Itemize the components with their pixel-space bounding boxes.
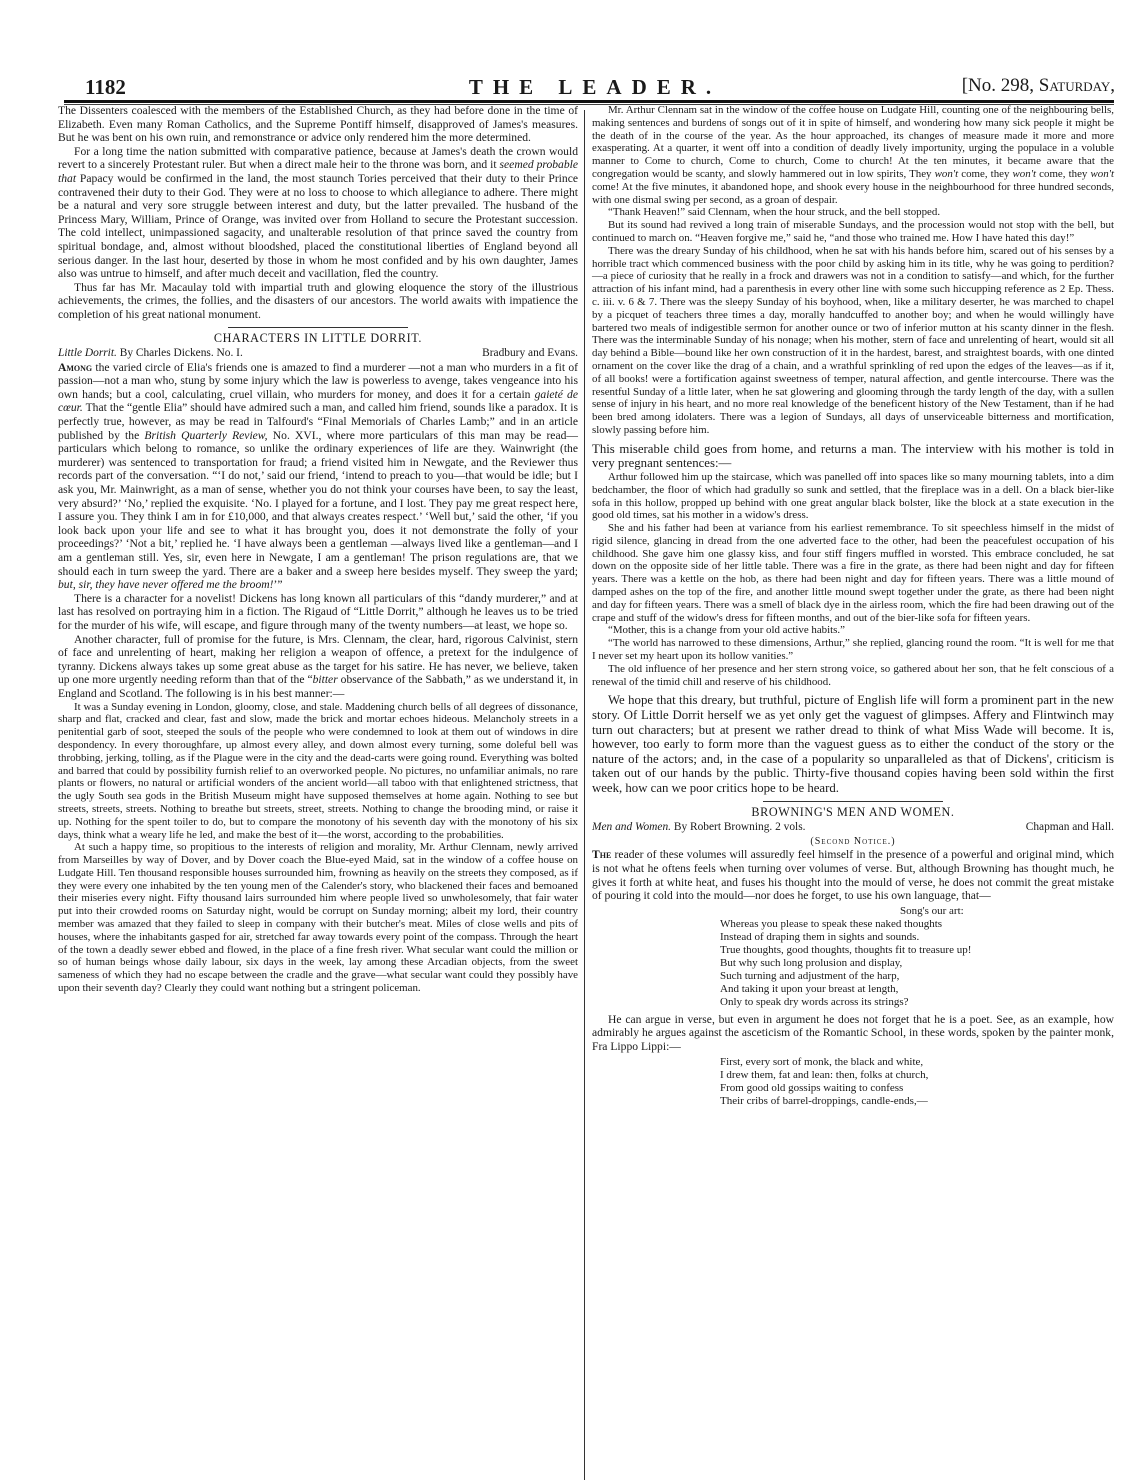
review-byline [592, 821, 1114, 835]
section-divider [763, 801, 943, 802]
right-column [592, 104, 1114, 1112]
verse-line: I drew them, fat and lean: then, folks at church, [720, 1068, 929, 1081]
book-publisher: Chapman and Hall. [1025, 821, 1114, 834]
quoted-passage: At such a happy time, so propitious to the interests of religion and morality, Mr. Arthur Clennam, newly arrived from Marseilles by way of Dover, and by Dover coach the Blue-eyed Maid, sat in the window of a coffee house on Ludgate Hill. Ten thousand responsible houses surrounded him, frowning as heavily on the streets they composed, as if they were every one inhabited by the ten young men of the Calender's story, who blackened their faces and bemoaned their miseries every night. Fifty thousand lairs surrounded him where people lived so unwholesomely, that fair water put into their crowded rooms on Saturday night, would be corrupt on Sunday morning; albeit my lord, their country member was amazed that they failed to sleep in company with their butcher's meat. Miles of close wells and pits of houses, where the inhabitants gasped for air, stretched far away towards every point of the compass. Through the heart of the town a deadly sewer ebbed and flowed, in the place of a fine fresh river. What secular want could the million or so of human beings whose daily labour, six days in the week, lay among these Arcadian objects, from the sweet sameness of which they had no escape between the cradle and the grave—what secular want could they possibly have upon their seventh day? Clearly they could want nothing but a stringent policeman. [58, 841, 578, 995]
paragraph: For a long time the nation submitted with comparative patience, because at James's death the crown would revert to a sincerely Protestant ruler. But when a direct male heir to the throne was born, and it seemed probable that Papacy would be confirmed in the land, the most staunch Tories perceived that their duty to their Prince contravened their duty to their God. They were at no loss to choose to which allegiance to adhere. There might be a natural and very sore struggle between interest and duty, but the latter prevailed. The husband of the Princess Mary, William, Prince of Orange, was invited over from Holland to secure the Protestant succession. The cold intellect, unimpassioned sagacity, and unalterable resolution of that prince saved the country from spiritual bondage, and, almost without bloodshed, placed the constitutional liberties of England beyond all serious danger. In the last hour, deserted by those in whom he most confided and by his own daughter, James also was untrue to himself, and after much deceit and vacillation, fled the country. [58, 144, 579, 281]
review-byline [58, 347, 578, 361]
verse-line: Whereas you please to speak these naked thoughts [720, 917, 943, 930]
issue-day: Saturday, [1038, 75, 1115, 96]
issue-info [962, 75, 1115, 97]
review-paragraph: Another character, full of promise for the future, is Mrs. Clennam, the clear, hard, rigorous Calvinist, stern of face and unrelenting of heart, making her religion a weapon of offence, a pretext for the indulgence of tyranny. Dickens always takes up some great abuse as the target for his satire. He has never, we believe, taken up one more urgently needing reform than that of the “bitter observance of the Sabbath,” as we understand it, in England and Scotland. The following is in his best manner:— [58, 632, 578, 700]
verse-line: And taking it upon your breast at length, [720, 982, 899, 995]
review-paragraph: He can argue in verse, but even in argument he does not forget that he is a poet. See, as an example, how admirably he argues against the asceticism of the Romantic School, in these words, spoken by the painter monk, Fra Lippo Lippi:— [592, 1012, 1114, 1053]
verse-block [720, 1056, 1114, 1108]
review-paragraph: The reader of these volumes will assuredly feel himself in the presence of a powerful and original mind, which is not what he oftens feels when turning over volumes of verse. But, although Browning has thought much, he gives it forth at white heat, and fuses his thought into the mould of verse, he does not commit the great mistake of pouring it cold into the mould—nor does he forget, to use his own language, that— [592, 848, 1114, 903]
verse-line: Only to speak dry words across its strings? [720, 995, 909, 1008]
section-title: CHARACTERS IN LITTLE DORRIT. [213, 330, 423, 345]
quoted-passage: “The world has narrowed to these dimensions, Arthur,” she replied, glancing round the room. “It is well for me that I never set my heart upon its hollow vanities.” [592, 637, 1114, 663]
review-paragraph: This miserable child goes from home, and returns a man. The interview with his mother is told in very pregnant sentences:— [592, 441, 1114, 471]
book-publisher: Bradbury and Evans. [482, 347, 578, 360]
verse-block [720, 905, 1114, 1009]
verse-line: True thoughts, good thoughts, thoughts fit to treasure up! [720, 943, 972, 956]
quoted-passage: But its sound had revived a long train of miserable Sundays, and the procession would not stop with the bell, but continued to march on. “Heaven forgive me,” said he, “and those who trained me. How I have hated this day!” [592, 219, 1114, 244]
quoted-passage: She and his father had been at variance from his earliest remembrance. To sit speechless himself in the midst of rigid silence, glancing in dread from the one adverted face to the other, had been the peacefulest occupation of his childhood. She gave him one glassy kiss, and four stiff fingers muffled in worsted. This embrace concluded, he sat down on the opposite side of her little table. There was a fire in the grate, as there had been night and day for fifteen years. There was a kettle on the hob, as there had been night and day for fifteen years. There was a little mound of damped ashes on the top of the fire, and another little mound swept together under the grate, as there had been night and day for fifteen years. There was a smell of black dye in the airless room, which the fire had been drawing out of the crape and stuff of the widow's dress for fifteen months, and out of the bier-like sofa for fifteen years. [592, 522, 1114, 624]
book-title: Little Dorrit. [58, 347, 117, 360]
left-column [58, 104, 578, 995]
column-divider [584, 110, 585, 1480]
verse-line: Such turning and adjustment of the harp, [720, 969, 900, 982]
review-paragraph: There is a character for a novelist! Dickens has long known all particulars of this “dandy murderer,” and at last has resolved on portraying him in a fiction. The Rigaud of “Little Dorrit,” although he leaves us to be tried for the murder of his wife, will escape, and figure through many of the twenty numbers—at least, we hope so. [58, 591, 578, 632]
verse-line: But why such long prolusion and display, [720, 956, 903, 969]
quoted-passage: Mr. Arthur Clennam sat in the window of the coffee house on Ludgate Hill, counting one of the neighbouring bells, making sentences and burdens of songs out of it in spite of himself, and wondering how many sick people it might be the death of in the course of the year. As the hour approached, its changes of measure made it more and more exasperating. At a quarter, it went off into a condition of deadly lively importunity, urging the populace in a voluble manner to Come to church, Come to church, Come to church! At the ten minutes, it became aware that the congregation would be scanty, and slowly hammered out in low spirits, They won't come, they won't come, they won't come! At the five minutes, it abandoned hope, and shook every house in the neighbourhood for three hundred seconds, with one dismal swing per second, as a groan of despair. [592, 104, 1114, 206]
book-author: By Charles Dickens. No. I. [119, 347, 243, 360]
page-number: 1182 [85, 75, 126, 99]
review-paragraph: We hope that this dreary, but truthful, picture of English life will form a prominent part in the new story. Of Little Dorrit herself we as yet only get the vaguest of glimpses. Affery and Flintwinch may turn out characters; but at present we rather dread to think of what Miss Wade will become. It is, however, too early to form more than the vaguest guess as to either the conduct of the story or the nature of the actors; and, in the case of a popularity so unparalleled as that of Dickens', criticism is taken out of our hands by the public. Thirty-five thousand copies having been sold within the first week, how can we poor critics hope to be heard. [592, 693, 1114, 796]
paragraph: The Dissenters coalesced with the members of the Established Church, as they had before done in the time of Elizabeth. Even many Roman Catholics, and the Supreme Pontiff himself, disapproved of James's measures. But he was bent on his own ruin, and remonstrance or advice only rendered him the more determined. [58, 104, 578, 145]
section-title: BROWNING'S MEN AND WOMEN. [751, 804, 955, 819]
verse-line: Their cribs of barrel-droppings, candle-ends,— [720, 1094, 928, 1107]
quoted-passage: “Thank Heaven!” said Clennam, when the hour struck, and the bell stopped. [608, 206, 941, 219]
quoted-passage: Arthur followed him up the staircase, which was panelled off into spaces like so many mourning tablets, into a dim bedchamber, the floor of which had gradully so sunk and settled, that the fireplace was in a dell. On a black bier-like sofa in this hollow, propped up behind with one great angular black bolster, like the block at a state execution in the good old times, sat his mother in a widow's dress. [592, 470, 1114, 522]
quoted-passage: “Mother, this is a change from your old active habits.” [608, 624, 845, 637]
verse-line: Instead of draping them in sights and sounds. [720, 930, 920, 943]
quoted-passage: It was a Sunday evening in London, gloomy, close, and stale. Maddening church bells of all degrees of dissonance, sharp and flat, cracked and clear, fast and slow, made the brick and mortar echoes hideous. Melancholy streets in a penitential garb of soot, steeped the souls of the people who were condemned to look at them out of windows in dire despondency. In every thoroughfare, up almost every alley, and down almost every turning, some doleful bell was throbbing, jerking, tolling, as if the Plague were in the city and the dead-carts were going round. Everything was bolted and barred that could by possibility furnish relief to an overworked people. No pictures, no unfamiliar animals, no rare plants or flowers, no natural or artificial wonders of the ancient world—all taboo with that enlightened strictness, that the ugly South sea gods in the British Museum might have supposed themselves at home again. Nothing to see but streets, streets, streets. Nothing to breathe but streets, street, streets. Nothing to change the brooding mind, or raise it up. Nothing for the spent toiler to do, but to compare the monotony of his seventh day with the monotony of his six days, think what a weary life he led, and make the best of it—the worst, according to the probabilities. [58, 700, 578, 841]
verse-line: Song's our art: [900, 904, 964, 917]
book-author: By Robert Browning. 2 vols. [673, 821, 806, 834]
newspaper-title: THE LEADER. [468, 75, 722, 99]
verse-line: From good old gossips waiting to confess [720, 1081, 904, 1094]
masthead [75, 75, 1115, 99]
paragraph: Thus far has Mr. Macaulay told with impartial truth and glowing eloquence the story of the illustrious achievements, the crimes, the follies, and the disasters of our ancestors. The world awaits with impatience the completion of his great national monument. [58, 280, 578, 321]
notice-label: (Second Notice.) [810, 835, 896, 847]
quoted-passage: There was the dreary Sunday of his childhood, when he sat with his hands before him, scared out of his senses by a horrible tract which commenced business with the poor child by asking him in its title, why he was going to perdition?—a piece of curiosity that he really in a frock and drawers was not in a condition to satisfy—and which, for the further attraction of his infant mind, had a parenthesis in every other line with some such hiccupping reference as 2 Ep. Thess. c. iii. v. 6 & 7. There was the sleepy Sunday of his boyhood, when, like a military deserter, he was marched to chapel by a picquet of teachers three times a day, morally handcuffed to another boy; and when he would willingly have bartered two meals of indigestible sermon for another ounce or two of inferior mutton at his scanty dinner in the flesh. There was the interminable Sunday of his nonage; when his mother, stern of face and unrelenting of heart, would sit all day behind a Bible—bound like her own construction of it in the hardest, barest, and straightest boards, with one dinted ornament on the cover like the drag of a chain, and a wrathful sprinkling of red upon the edges of the leaves—as if it, of all books! were a fortification against sweetness of temper, natural affection, and gentle intercourse. There was the resentful Sunday of a little later, when he sat glowering and glooming through the tardy length of the day, with a sullen sense of injury in his heart, and no more real knowledge of the beneficent history of the New Testament, than if he had been bred among idolaters. There was a legion of Sundays, all days of unserviceable bitterness and mortification, slowly passing before him. [592, 244, 1114, 436]
review-paragraph: Among the varied circle of Elia's friends one is amazed to find a murderer —not a man who murders in a fit of passion—not a man who, stung by some injury which the law is powerless to avenge, takes vengeance into his own hands; but a cool, calculating, cruel villain, who murders for money, and does it for a certain gaieté de cœur. That the “gentle Elia” should have admired such a man, and called him friend, sounds like a paradox. It is perfectly true, however, as may be read in Talfourd's “Final Memorials of Charles Lamb;” and in an article published by the British Quarterly Review, No. XVI., where more particulars of this man may be read—particulars which belong to romance, so unlike the ordinary experiences of life are they. Wainwright (the murderer) was sentenced to transportation for fraud; a friend visited him in Newgate, and the Reviewer thus records part of the conversation. “‘I do not,’ said our friend, ‘intend to preach to you—that would be idle; but I ask you, Mr. Mainwright, as a man of sense, whether you do not think your courses have been, to say the least, very absurd?’ ‘No,’ replied the exquisite. ‘No. I played for a fortune, and I lost. They pay me great respect here, I assure you. They think I am in for £10,000, and that always creates respect.’ ‘Well but,’ said the other, ‘if you look back upon your life and see to what it has brought you, does it not demonstrate the folly of your proceedings?’ ‘Not a bit,’ replied he. ‘I have always been a gentleman —always lived like a gentleman—and I am a gentleman still. Yes, sir, even here in Newgate, I am a gentleman! The prison regulations are, that we should each in turn sweep the yard. There are a baker and a sweep here besides myself. They sweep the yard; but, sir, they have never offered me the broom!’” [58, 360, 578, 592]
section-divider [228, 327, 408, 328]
issue-number: [No. 298, [961, 75, 1034, 96]
verse-line: First, every sort of monk, the black and white, [720, 1055, 924, 1068]
masthead-rule [64, 100, 1114, 103]
book-title: Men and Women. [592, 821, 671, 834]
quoted-passage: The old influence of her presence and her stern strong voice, so gathered about her son, that he felt conscious of a renewal of the timid chill and reserve of his childhood. [592, 662, 1114, 688]
